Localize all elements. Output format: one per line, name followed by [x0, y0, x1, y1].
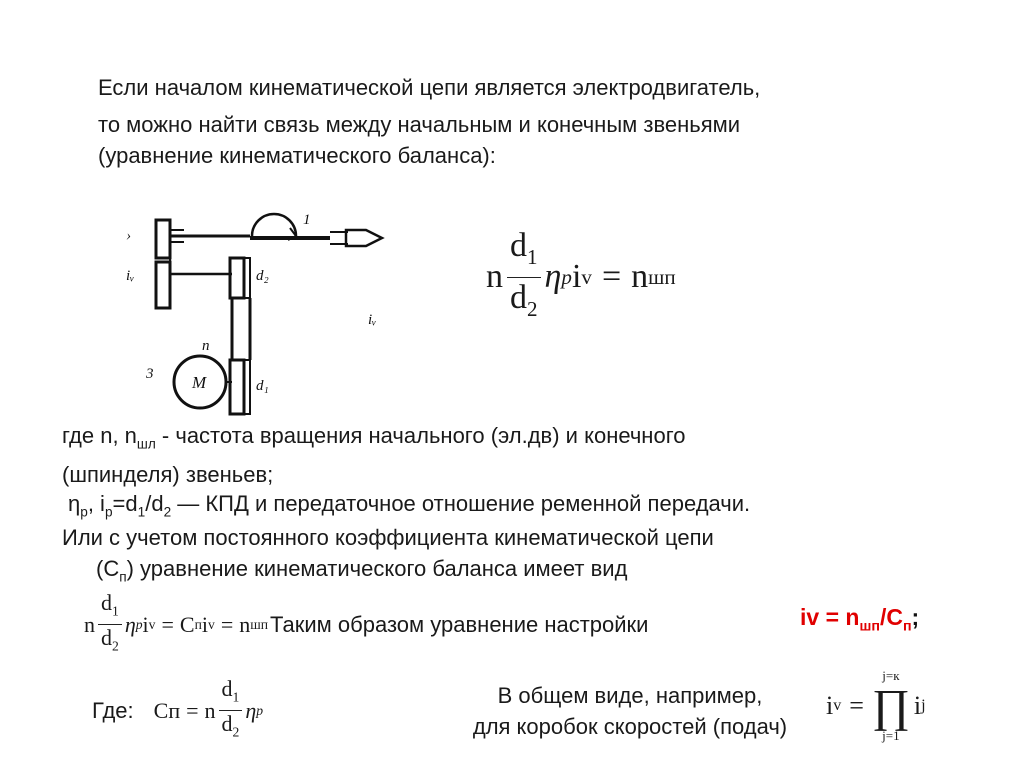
gear-block-top [156, 220, 170, 258]
product-bottom: j=1 [882, 728, 900, 743]
where3-n: n [204, 697, 216, 723]
where2-rest2: — КПД и передаточное отношение ременной передачи. [171, 491, 751, 516]
product-formula [826, 668, 926, 744]
setup-text: Таким образом уравнение настройки [270, 612, 649, 638]
formula1-den-sub: 2 [527, 296, 538, 321]
label-d2: d₂ [256, 268, 269, 284]
formula2-num: d [101, 590, 112, 615]
formula1-num-sub: 1 [527, 244, 538, 269]
product-i: i [826, 691, 834, 720]
formula1-eta-sub: p [561, 264, 572, 289]
formula2-eta: η [124, 611, 136, 637]
where1-b: - частота вращения начального (эл.дв) и конечного [155, 423, 686, 448]
arrow-label: › [126, 228, 131, 244]
where-frequency [62, 420, 685, 490]
where3-den: d [221, 711, 233, 737]
iv-label-right: iᵥ [368, 312, 377, 328]
where3-num: d [221, 676, 233, 701]
product-ij-sub: j [921, 697, 926, 714]
setup-a: iv = n [800, 604, 860, 630]
formula2-i: i [142, 611, 149, 637]
where2-rest1: =d [112, 491, 138, 516]
where3-num-sub: 1 [232, 689, 240, 705]
where3-eta: η [245, 697, 257, 723]
intro-line-3: (уравнение кинематического баланса): [98, 143, 496, 168]
label-3: 3 [146, 366, 154, 382]
formula2-rhs: n [239, 611, 251, 637]
label-1: 1 [303, 212, 311, 228]
or-line2a: (С [96, 556, 120, 581]
general-line1: В общем виде, например, [497, 683, 763, 708]
where3-den-sub: 2 [232, 724, 240, 740]
product-i-sub: v [833, 697, 842, 714]
formula1-i-sub: v [581, 264, 592, 289]
where-constant [92, 676, 263, 746]
iv-label-left: iᵥ [126, 268, 135, 284]
formula-with-constant [84, 590, 648, 660]
formula1-den: d [510, 278, 527, 316]
kinematic-diagram-svg [120, 200, 410, 420]
or-constant-block [62, 522, 714, 592]
where3-c: Cп [153, 697, 181, 723]
formula1-fraction [507, 226, 541, 329]
formula2-eq2: = [220, 611, 234, 637]
label-motor: M [192, 373, 207, 392]
formula2-rhs-sub: шп [250, 616, 269, 632]
intro-line-2: то можно найти связь между начальным и конечным звеньями [98, 112, 741, 137]
formula2-eta-sub: p [135, 616, 143, 632]
label-d1: d₁ [256, 378, 269, 394]
formula2-eq1: = [161, 611, 174, 637]
product-eq: = [849, 691, 864, 720]
where2-d1-sub: 1 [137, 504, 146, 520]
formula1-rhs-sub: шп [648, 264, 676, 289]
formula-kinematic-balance [486, 226, 676, 329]
formula1-eta: η [544, 258, 562, 296]
or-line2b: ) уравнение кинематического баланса имеет вид [126, 556, 628, 581]
product-operator [872, 668, 910, 744]
setup-formula [800, 604, 919, 635]
setup-a-sub: шп [859, 618, 880, 635]
product-ij: i [913, 691, 922, 720]
where3-label: Где: [92, 698, 134, 724]
formula1-eq: = [601, 258, 622, 296]
where2-eta-sub: p [80, 504, 88, 520]
where2-slash: /d [145, 491, 164, 516]
general-text [440, 680, 820, 742]
formula1-num: d [510, 227, 527, 264]
product-top: j=к [882, 668, 900, 683]
formula2-i-sub: v [148, 616, 156, 632]
where2-d2-sub: 2 [163, 504, 172, 520]
gear-block-bottom [156, 262, 170, 308]
formula2-c: C [179, 611, 195, 637]
formula2-num-sub: 1 [112, 603, 119, 619]
formula2-den: d [101, 625, 112, 651]
where2-eta: η [68, 491, 81, 516]
where3-eq: = [186, 697, 199, 723]
formula2-n: n [84, 611, 95, 637]
where3-fraction [219, 676, 243, 746]
formula2-den-sub: 2 [112, 638, 119, 654]
where2-i-sub: p [104, 504, 113, 520]
product-symbol: ∏ [871, 680, 910, 731]
formula2-i2-sub: v [208, 616, 215, 632]
where1-line2: (шпинделя) звеньев; [62, 462, 274, 488]
kinematic-diagram [120, 200, 410, 420]
formula1-rhs: n [631, 258, 649, 296]
where1-a-sub: шл [136, 436, 156, 452]
formula2-c-sub: п [194, 616, 202, 632]
where3-eta-sub: p [256, 702, 264, 718]
or-line1: Или с учетом постоянного коэффициента кинематической цепи [62, 525, 714, 550]
intro-paragraph [98, 72, 760, 171]
formula1-n: n [486, 258, 503, 296]
setup-b-sub: п [902, 618, 912, 635]
setup-c: ; [911, 604, 920, 630]
formula1-i: i [571, 258, 582, 296]
formula2-i2: i [201, 611, 209, 637]
label-n: n [202, 338, 210, 354]
or-line2-sub: п [119, 569, 127, 585]
formula2-fraction [98, 590, 122, 660]
setup-b: /C [879, 604, 903, 630]
general-line2: для коробок скоростей (подач) [472, 714, 788, 739]
where2-comma: , i [87, 491, 105, 516]
where1-a: где n, n [62, 423, 137, 448]
intro-line-1: Если началом кинематической цепи является электродвигатель, [98, 75, 761, 100]
